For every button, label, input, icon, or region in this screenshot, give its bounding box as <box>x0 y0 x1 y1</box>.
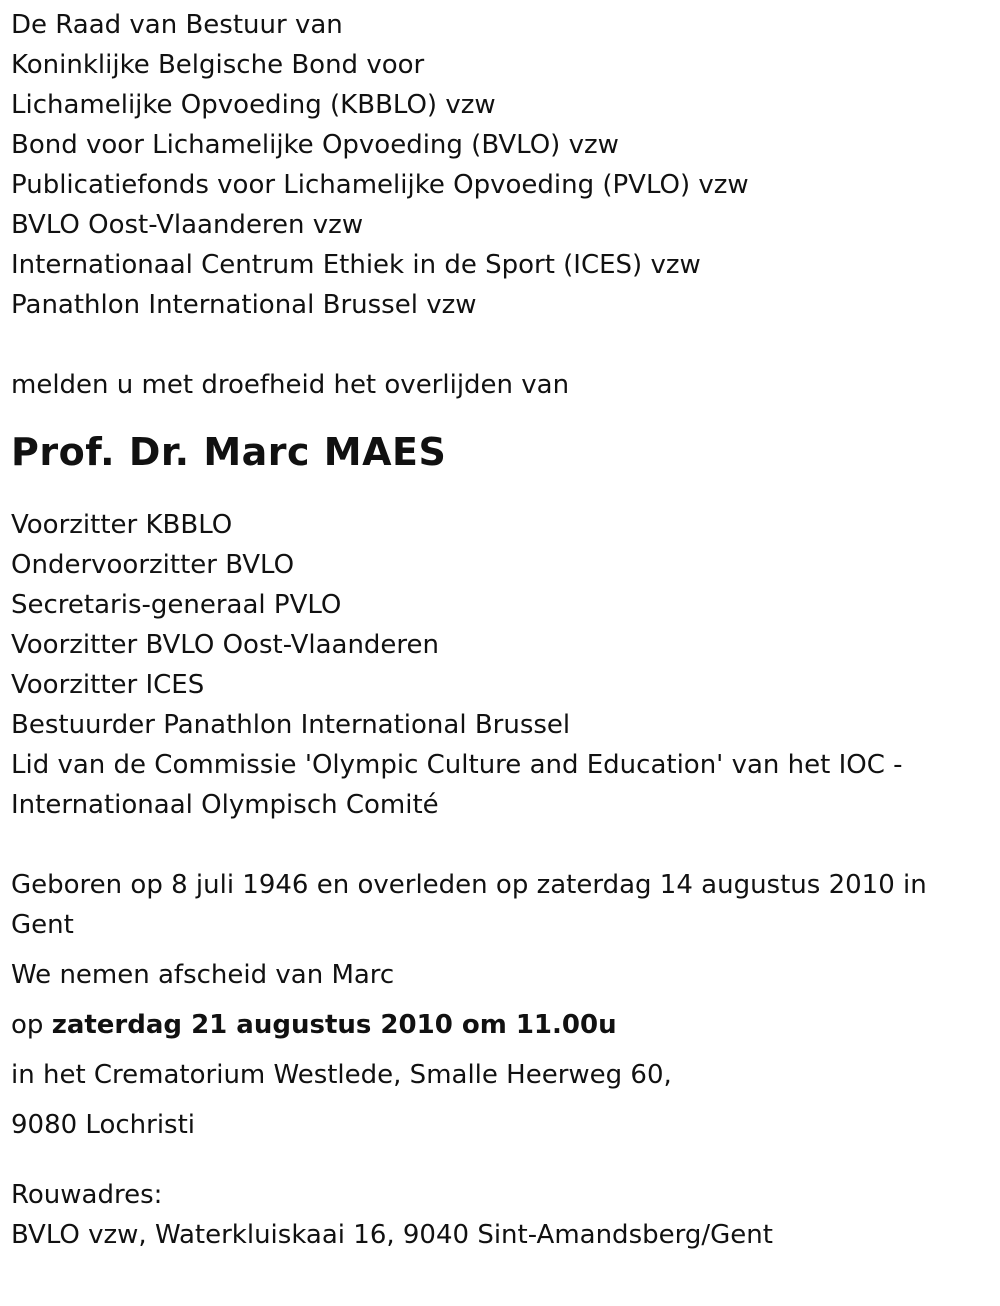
mourning-address: BVLO vzw, Waterkluiskaai 16, 9040 Sint-Amandsberg/Gent <box>11 1220 773 1250</box>
farewell-date-line <box>11 1005 1000 1045</box>
organization-line: Publicatiefonds voor Lichamelijke Opvoeding (PVLO) vzw <box>11 170 749 200</box>
function-item: Secretaris-generaal PVLO <box>11 590 342 620</box>
function-item: Lid van de Commissie 'Olympic Culture and Education' van het IOC - <box>11 750 903 780</box>
functions-list <box>11 505 1000 825</box>
organization-line: Bond voor Lichamelijke Opvoeding (BVLO) vzw <box>11 130 619 160</box>
mourning-address-label: Rouwadres: <box>11 1180 163 1210</box>
function-item: Voorzitter KBBLO <box>11 510 233 540</box>
deceased-name: Prof. Dr. Marc MAES <box>11 430 447 474</box>
function-item: Ondervoorzitter BVLO <box>11 550 295 580</box>
organization-line: Koninklijke Belgische Bond voor <box>11 50 425 80</box>
farewell-date-prefix: op <box>11 1010 52 1040</box>
announcement-text: melden u met droefheid het overlijden van <box>11 370 570 400</box>
organization-line: Lichamelijke Opvoeding (KBBLO) vzw <box>11 90 496 120</box>
senders-intro: De Raad van Bestuur van <box>11 10 343 40</box>
function-item: Voorzitter ICES <box>11 670 205 700</box>
organization-line: Panathlon International Brussel vzw <box>11 290 477 320</box>
organization-line: BVLO Oost-Vlaanderen vzw <box>11 210 364 240</box>
senders-block <box>11 5 1000 325</box>
function-item: Voorzitter BVLO Oost-Vlaanderen <box>11 630 440 660</box>
farewell-location-line1: in het Crematorium Westlede, Smalle Heerweg 60, <box>11 1060 672 1090</box>
life-dates: Geboren op 8 juli 1946 en overleden op zaterdag 14 augustus 2010 in Gent <box>11 870 927 940</box>
organization-line: Internationaal Centrum Ethiek in de Sport (ICES) vzw <box>11 250 701 280</box>
function-item: Internationaal Olympisch Comité <box>11 790 439 820</box>
function-item: Bestuurder Panathlon International Brussel <box>11 710 571 740</box>
farewell-date: zaterdag 21 augustus 2010 om 11.00u <box>51 1010 617 1040</box>
farewell-intro: We nemen afscheid van Marc <box>11 960 395 990</box>
farewell-location-line2: 9080 Lochristi <box>11 1110 196 1140</box>
